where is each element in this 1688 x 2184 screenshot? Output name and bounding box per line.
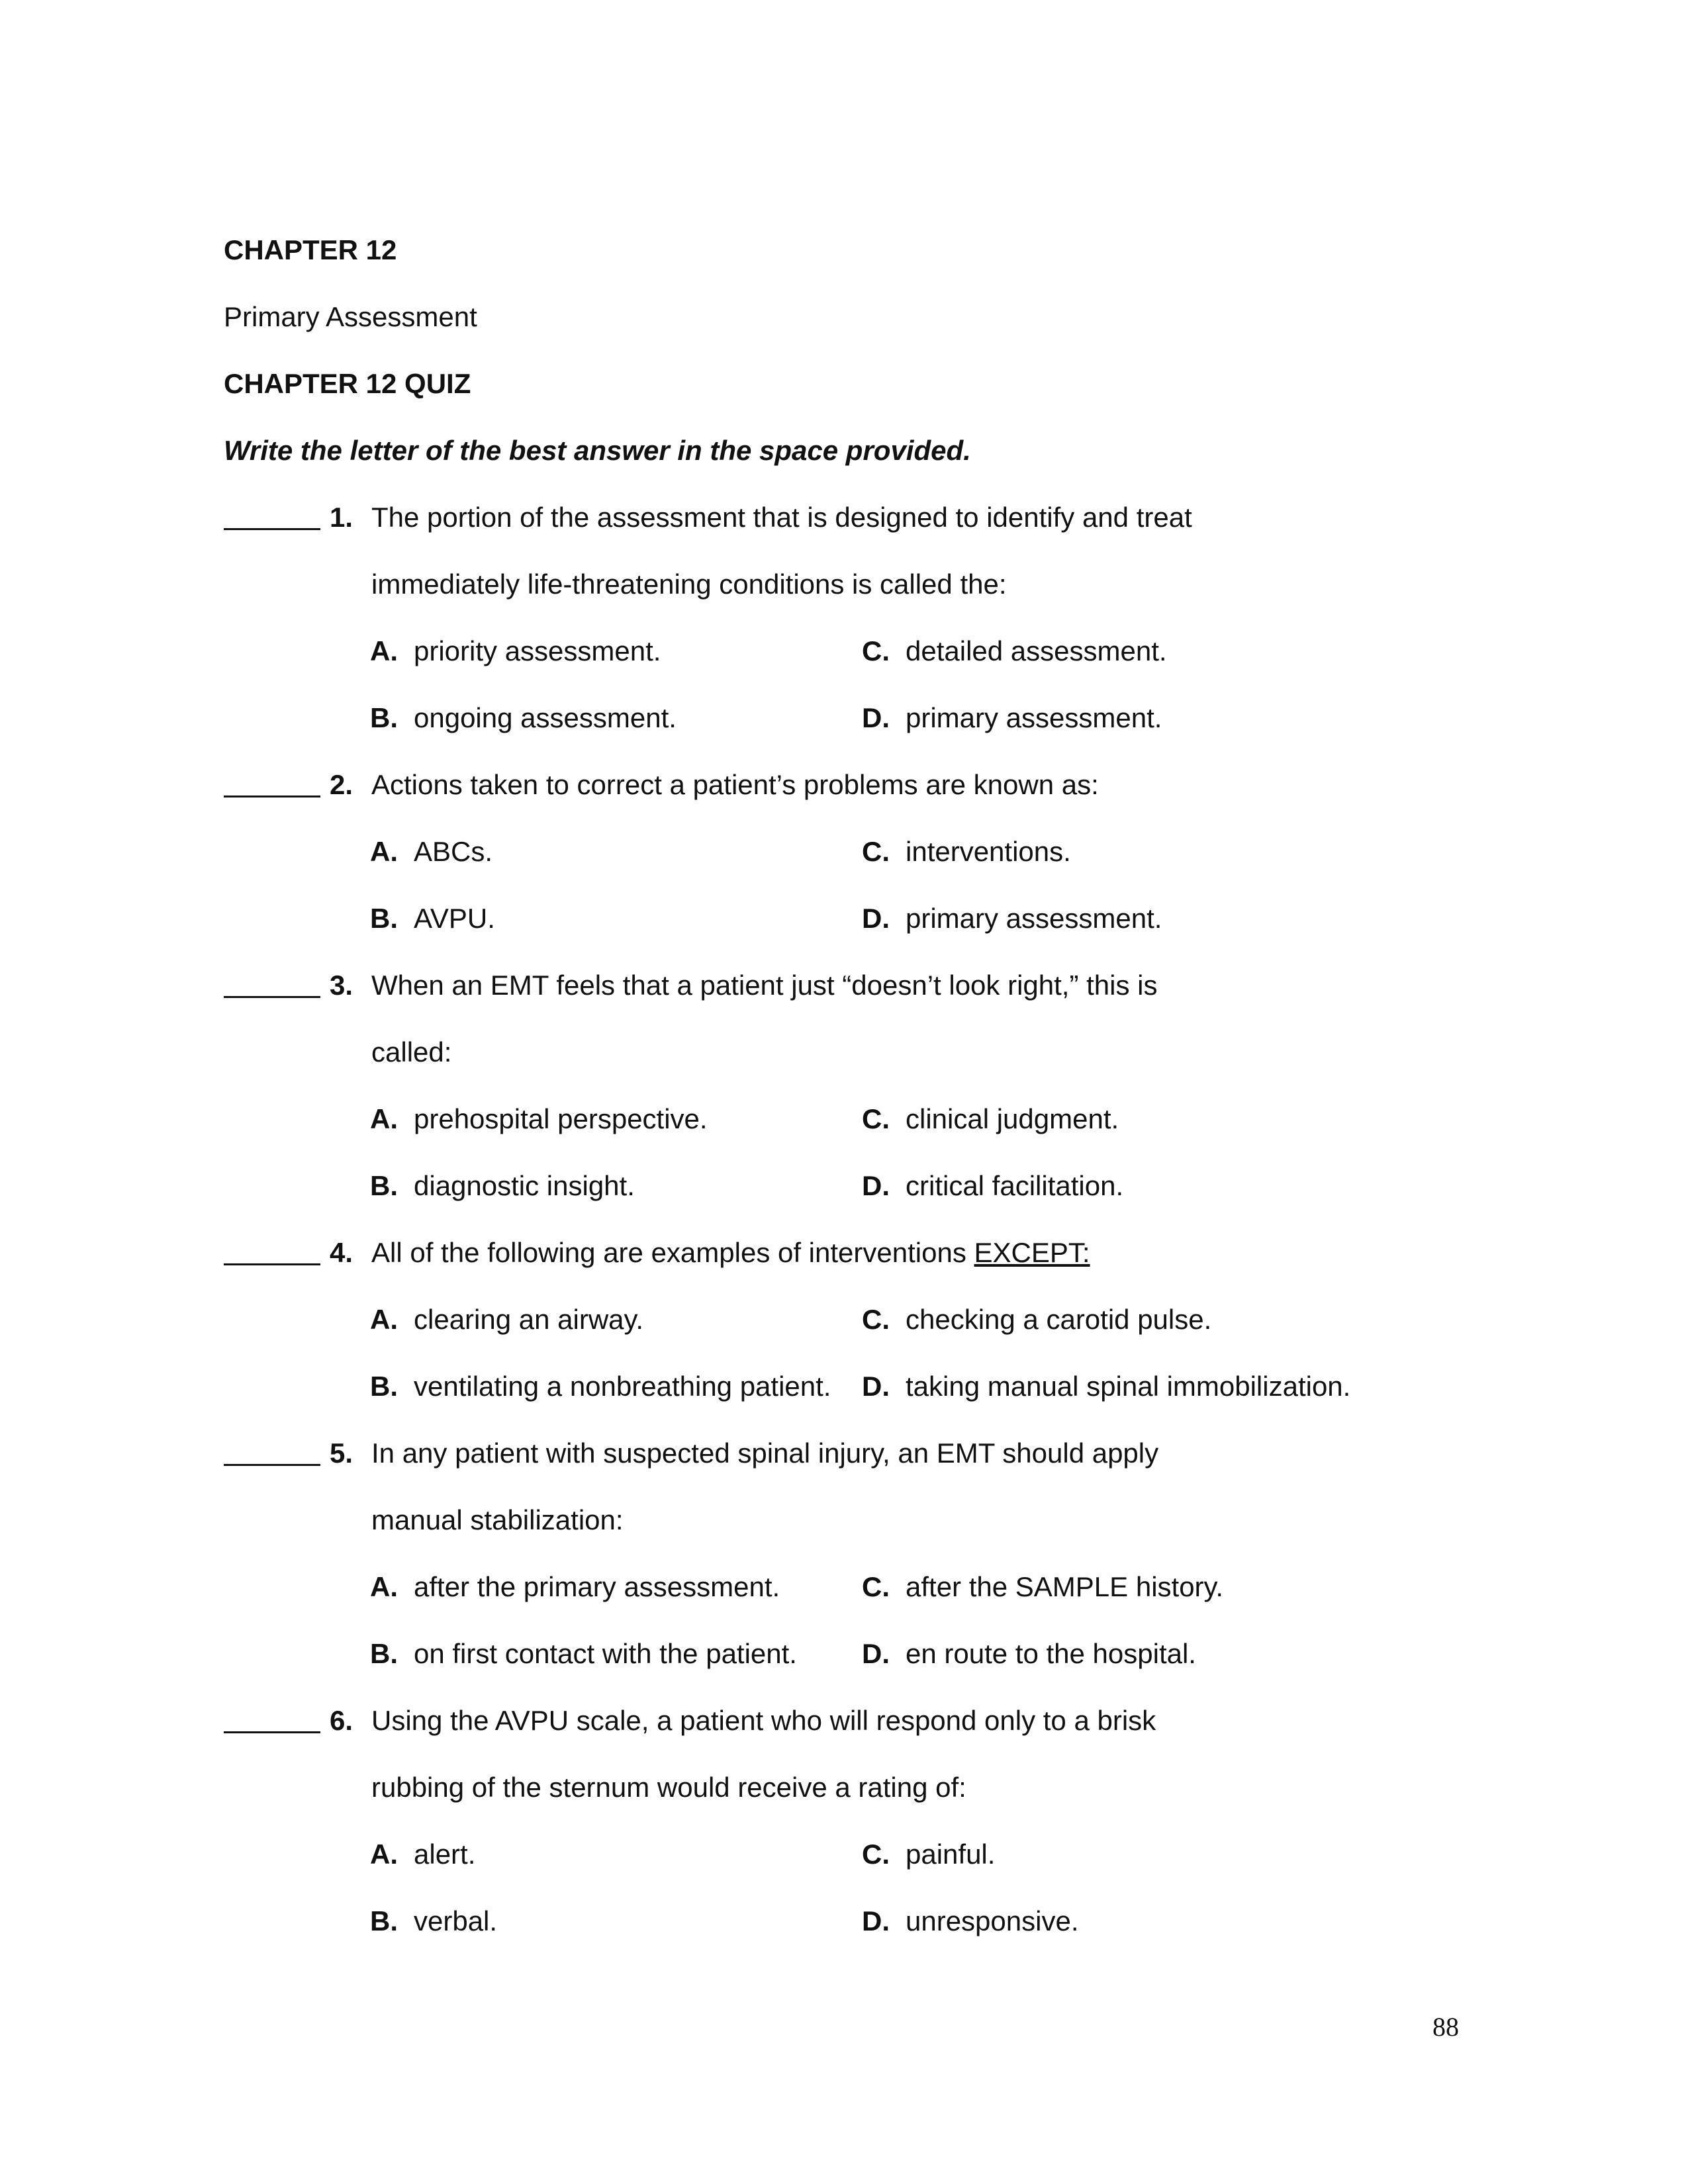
- question-number: 4.: [330, 1237, 353, 1268]
- option-d: [862, 1169, 1123, 1203]
- option-text: after the primary assessment.: [414, 1571, 780, 1602]
- option-c: [862, 1103, 1119, 1136]
- option-letter: C.: [862, 1103, 890, 1134]
- option-letter: D.: [862, 1371, 890, 1402]
- answer-blank-5[interactable]: [224, 1464, 320, 1466]
- question-stem-emphasis: EXCEPT:: [974, 1237, 1090, 1268]
- option-letter: C.: [862, 635, 890, 666]
- option-b: [370, 702, 677, 735]
- question-stem-continued: immediately life-threatening conditions is called the:: [371, 569, 1007, 600]
- answer-blank-3[interactable]: [224, 996, 320, 998]
- option-text: alert.: [414, 1839, 476, 1870]
- option-d: [862, 1370, 1350, 1403]
- option-letter: C.: [862, 1571, 890, 1602]
- chapter-heading: CHAPTER 12: [224, 234, 397, 265]
- option-a: [370, 1103, 708, 1136]
- question-stem-continued: manual stabilization:: [371, 1504, 624, 1535]
- option-letter: D.: [862, 702, 890, 733]
- option-letter: D.: [862, 903, 890, 934]
- option-c: [862, 635, 1167, 668]
- option-letter: A.: [370, 1839, 398, 1870]
- page-number: 88: [1432, 2012, 1459, 2042]
- option-text: ventilating a nonbreathing patient.: [414, 1371, 831, 1402]
- option-a: [370, 635, 661, 668]
- option-b: [370, 1370, 831, 1403]
- option-c: [862, 1570, 1223, 1604]
- option-b: [370, 1169, 635, 1203]
- option-letter: B.: [370, 1638, 398, 1669]
- option-a: [370, 1303, 643, 1336]
- option-letter: B.: [370, 1170, 398, 1201]
- option-d: [862, 1637, 1196, 1670]
- question-stem-continued: rubbing of the sternum would receive a rating of:: [371, 1772, 966, 1803]
- option-text: AVPU.: [414, 903, 495, 934]
- option-text: detailed assessment.: [906, 635, 1167, 666]
- answer-blank-4[interactable]: [224, 1263, 320, 1265]
- answer-blank-2[interactable]: [224, 796, 320, 797]
- answer-blank-6[interactable]: [224, 1731, 320, 1733]
- option-letter: B.: [370, 702, 398, 733]
- option-text: clinical judgment.: [906, 1103, 1119, 1134]
- option-text: diagnostic insight.: [414, 1170, 635, 1201]
- option-letter: B.: [370, 903, 398, 934]
- answer-blank-1[interactable]: [224, 528, 320, 530]
- option-letter: C.: [862, 836, 890, 867]
- option-text: after the SAMPLE history.: [906, 1571, 1224, 1602]
- option-c: [862, 835, 1071, 868]
- question-stem: The portion of the assessment that is designed to identify and treat: [371, 502, 1192, 533]
- option-text: taking manual spinal immobilization.: [906, 1371, 1351, 1402]
- question-stem: In any patient with suspected spinal injury, an EMT should apply: [371, 1437, 1159, 1469]
- option-letter: A.: [370, 1304, 398, 1335]
- option-letter: D.: [862, 1905, 890, 1936]
- option-letter: A.: [370, 1571, 398, 1602]
- quiz-instructions: Write the letter of the best answer in the space provided.: [224, 435, 971, 466]
- option-letter: C.: [862, 1304, 890, 1335]
- option-text: painful.: [906, 1839, 996, 1870]
- option-a: [370, 1838, 475, 1871]
- option-letter: A.: [370, 1103, 398, 1134]
- question-number: 6.: [330, 1705, 353, 1736]
- option-text: priority assessment.: [414, 635, 661, 666]
- option-c: [862, 1303, 1211, 1336]
- question-stem: Actions taken to correct a patient’s problems are known as:: [371, 769, 1099, 800]
- option-a: [370, 1570, 780, 1604]
- option-text: ABCs.: [414, 836, 493, 867]
- quiz-title: CHAPTER 12 QUIZ: [224, 368, 471, 399]
- question-stem-continued: called:: [371, 1036, 452, 1068]
- option-letter: A.: [370, 836, 398, 867]
- question-stem: When an EMT feels that a patient just “doesn’t look right,” this is: [371, 970, 1158, 1001]
- option-b: [370, 1905, 497, 1938]
- question-stem: Using the AVPU scale, a patient who will respond only to a brisk: [371, 1705, 1156, 1736]
- option-letter: D.: [862, 1170, 890, 1201]
- option-b: [370, 902, 495, 935]
- question-number: 5.: [330, 1437, 353, 1469]
- question-number: 2.: [330, 769, 353, 800]
- option-d: [862, 902, 1162, 935]
- option-text: primary assessment.: [906, 903, 1162, 934]
- option-text: checking a carotid pulse.: [906, 1304, 1212, 1335]
- option-letter: B.: [370, 1905, 398, 1936]
- question-number: 3.: [330, 970, 353, 1001]
- option-text: critical facilitation.: [906, 1170, 1124, 1201]
- option-d: [862, 1905, 1079, 1938]
- option-text: primary assessment.: [906, 702, 1162, 733]
- option-d: [862, 702, 1162, 735]
- chapter-subtitle: Primary Assessment: [224, 301, 477, 332]
- option-text: verbal.: [414, 1905, 498, 1936]
- question-stem: [371, 1236, 1090, 1269]
- option-text: interventions.: [906, 836, 1071, 867]
- option-letter: B.: [370, 1371, 398, 1402]
- option-b: [370, 1637, 797, 1670]
- option-c: [862, 1838, 995, 1871]
- option-text: en route to the hospital.: [906, 1638, 1196, 1669]
- option-a: [370, 835, 492, 868]
- option-text: ongoing assessment.: [414, 702, 677, 733]
- option-text: on first contact with the patient.: [414, 1638, 797, 1669]
- option-text: clearing an airway.: [414, 1304, 644, 1335]
- question-number: 1.: [330, 502, 353, 533]
- option-letter: C.: [862, 1839, 890, 1870]
- option-letter: D.: [862, 1638, 890, 1669]
- option-text: prehospital perspective.: [414, 1103, 708, 1134]
- question-stem-text: All of the following are examples of interventions: [371, 1237, 966, 1268]
- option-text: unresponsive.: [906, 1905, 1079, 1936]
- option-letter: A.: [370, 635, 398, 666]
